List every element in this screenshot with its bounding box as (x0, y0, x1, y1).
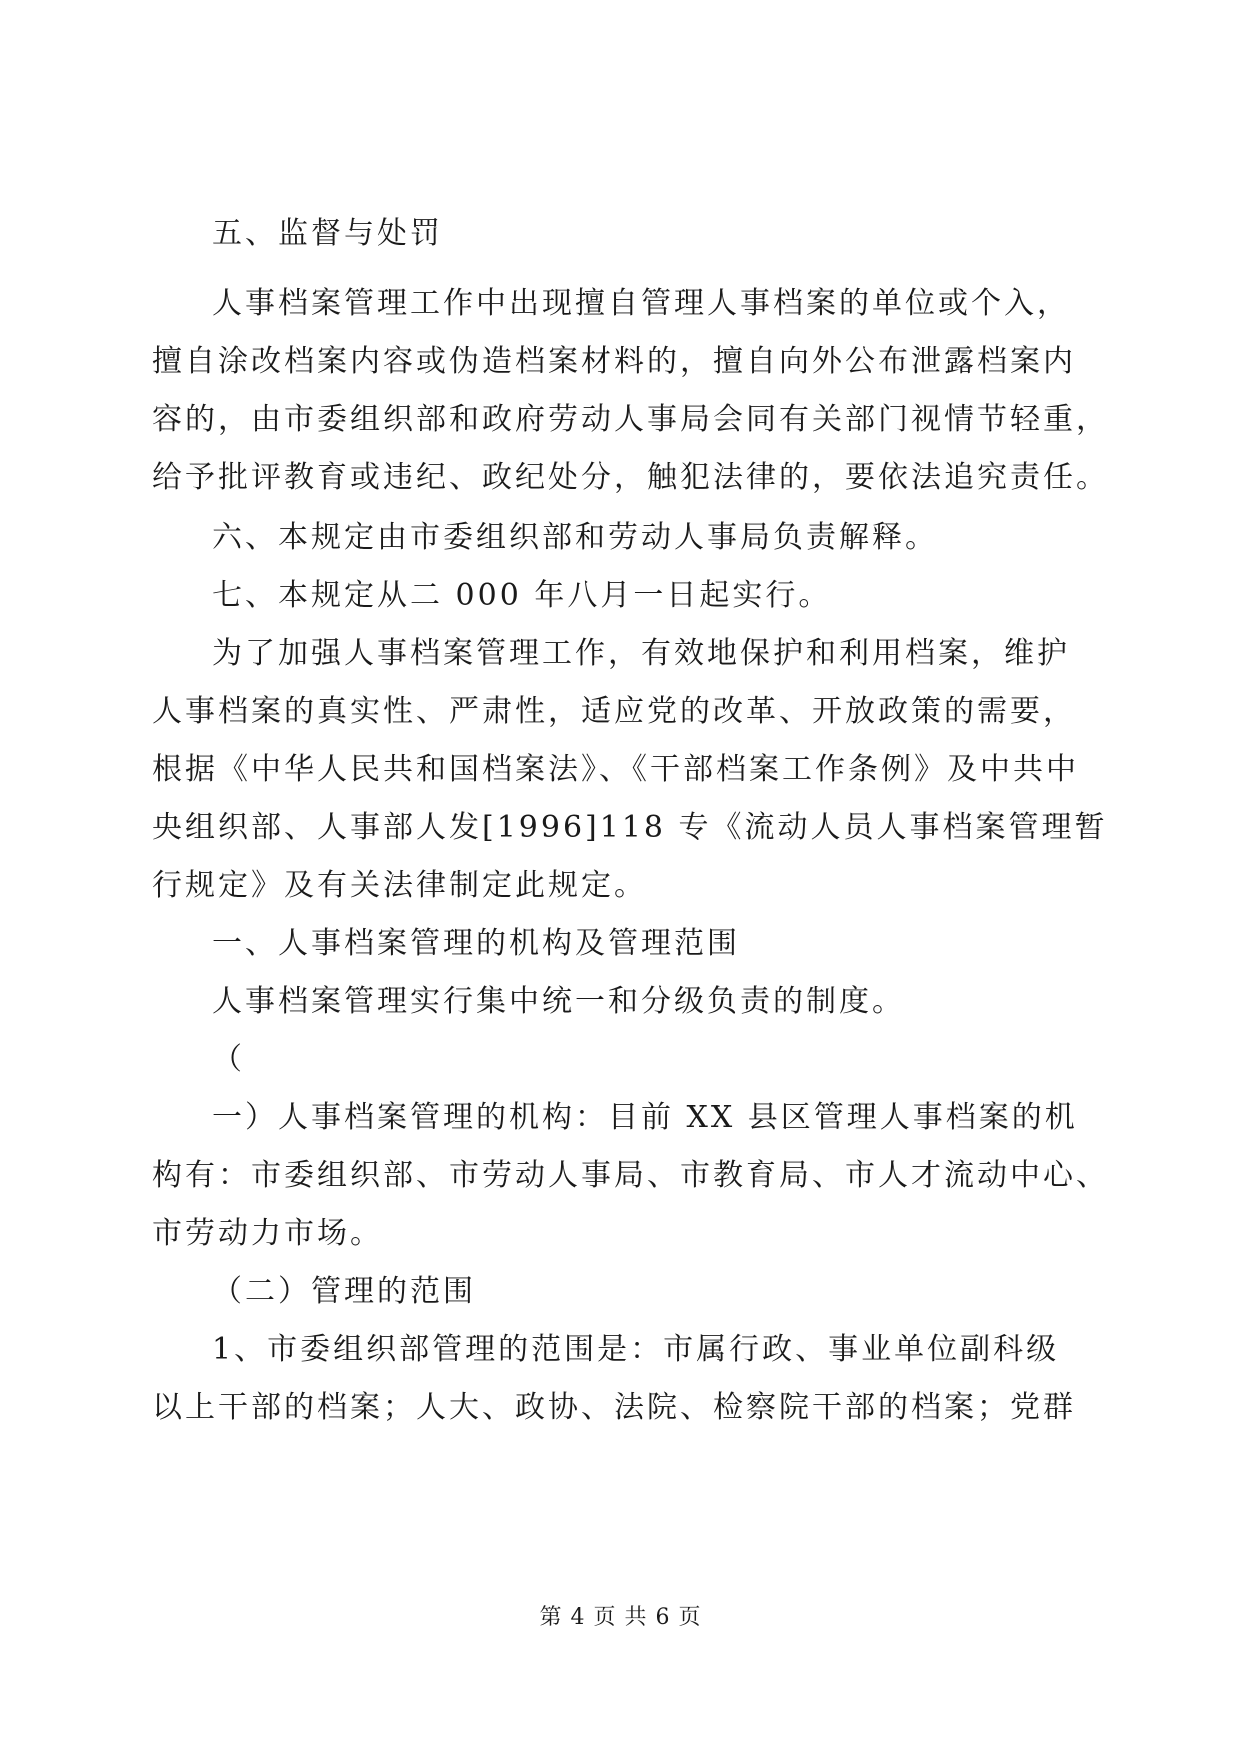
subsection-heading: （二）管理的范围 (212, 1274, 476, 1309)
paragraph-line: 为了加强人事档案管理工作，有效地保护和利用档案，维护 (212, 636, 1070, 671)
paragraph-line: 市劳动力市场。 (152, 1216, 383, 1251)
paragraph-line: 人事档案管理实行集中统一和分级负责的制度。 (212, 984, 905, 1019)
paragraph-line: 央组织部、人事部人发[1996]118 专《流动人员人事档案管理暂 (152, 810, 1108, 845)
paragraph-line: 给予批评教育或违纪、政纪处分，触犯法律的，要依法追究责任。 (152, 460, 1109, 495)
paragraph-line: 六、本规定由市委组织部和劳动人事局负责解释。 (212, 520, 938, 555)
paragraph-line: 根据《中华人民共和国档案法》、《干部档案工作条例》及中共中 (152, 752, 1079, 787)
paragraph-line: 人事档案的真实性、严肃性，适应党的改革、开放政策的需要， (152, 694, 1076, 729)
paragraph-line: （ (212, 1042, 245, 1077)
paragraph-line: 1、市委组织部管理的范围是：市属行政、事业单位副科级 (212, 1332, 1060, 1367)
paragraph-line: 构有：市委组织部、市劳动人事局、市教育局、市人才流动中心、 (152, 1158, 1109, 1193)
page-number-footer: 第 4 页 共 6 页 (539, 1605, 702, 1630)
section-heading-scope: 一、人事档案管理的机构及管理范围 (212, 926, 740, 961)
paragraph-line: 行规定》及有关法律制定此规定。 (152, 868, 647, 903)
paragraph-line: 以上干部的档案；人大、政协、法院、检察院干部的档案；党群 (152, 1390, 1076, 1425)
section-heading-supervision: 五、监督与处罚 (212, 216, 443, 251)
paragraph-line: 容的，由市委组织部和政府劳动人事局会同有关部门视情节轻重， (152, 402, 1109, 437)
paragraph-line: 擅自涂改档案内容或伪造档案材料的，擅自向外公布泄露档案内 (152, 344, 1076, 379)
paragraph-line: 七、本规定从二 000 年八月一日起实行。 (212, 578, 832, 613)
paragraph-line: 一）人事档案管理的机构：目前 XX 县区管理人事档案的机 (212, 1100, 1078, 1135)
paragraph-line: 人事档案管理工作中出现擅自管理人事档案的单位或个入， (212, 286, 1070, 321)
